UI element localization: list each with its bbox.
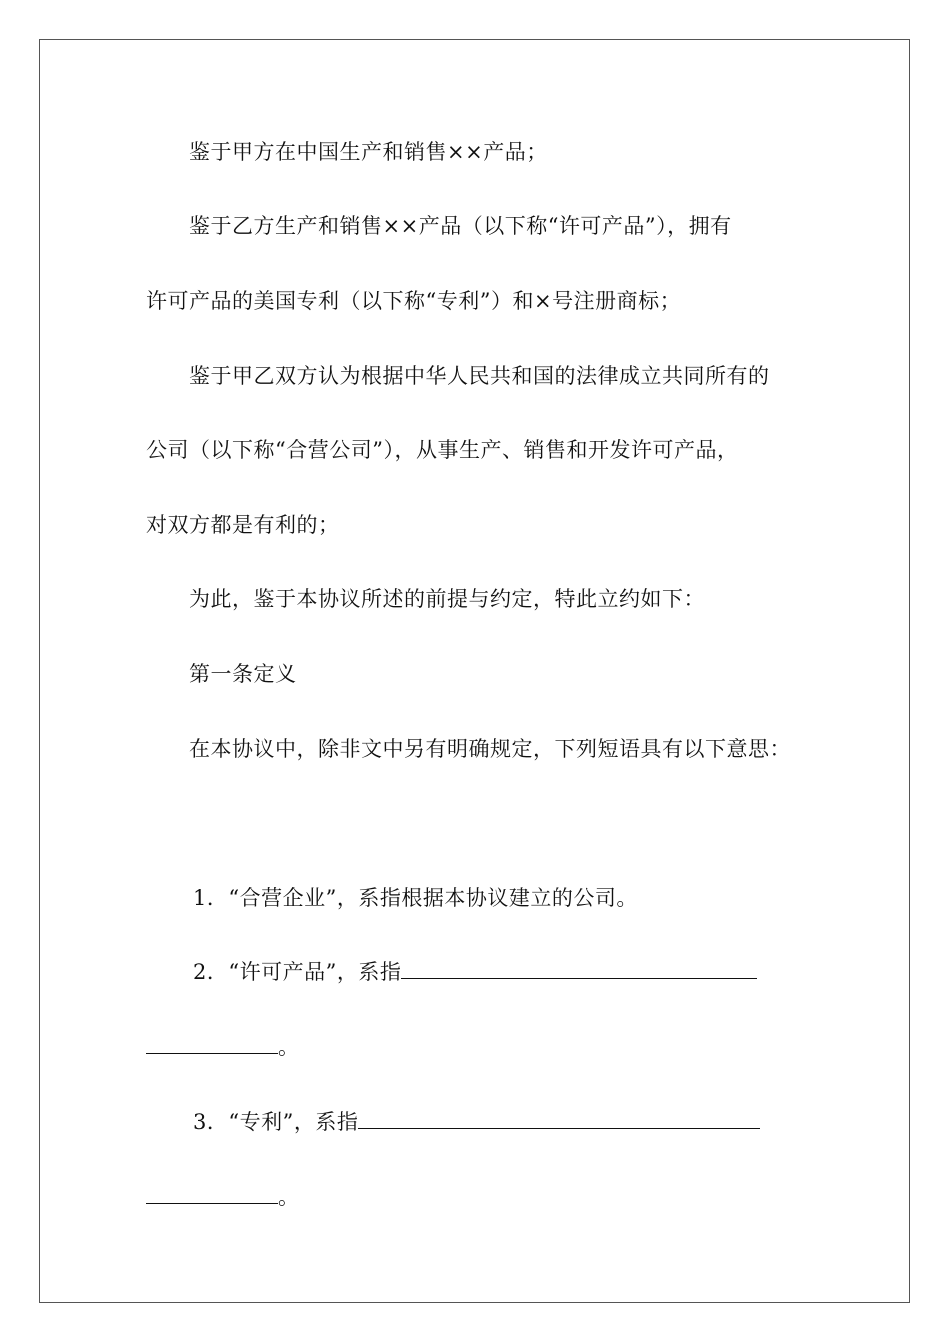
definition-3-blank-continued (146, 1183, 278, 1204)
definition-3-end: 。 (278, 1185, 300, 1209)
definition-2-line-1 (193, 958, 757, 986)
recital-3-line-1: 鉴于甲乙双方认为根据中华人民共和国的法律成立共同所有的 (189, 364, 770, 388)
definition-3-label: 3．“专利”，系指 (193, 1110, 359, 1134)
definition-2-end: 。 (278, 1035, 300, 1059)
definition-3-line-1 (193, 1108, 760, 1136)
recital-2-line-1: 鉴于乙方生产和销售××产品（以下称“许可产品”），拥有 (189, 214, 732, 238)
agreement-clause: 为此，鉴于本协议所述的前提与约定，特此立约如下： (189, 587, 705, 611)
definition-1: 1．“合营企业”，系指根据本协议建立的公司。 (193, 886, 638, 910)
definition-3-blank (358, 1108, 760, 1129)
definition-2-blank-continued (146, 1033, 278, 1054)
article-1-intro: 在本协议中，除非文中另有明确规定，下列短语具有以下意思： (189, 737, 791, 761)
recital-1: 鉴于甲方在中国生产和销售××产品； (189, 140, 548, 164)
definition-2-label: 2．“许可产品”，系指 (193, 960, 402, 984)
article-1-title: 第一条定义 (189, 662, 297, 686)
definition-3-line-2 (146, 1183, 300, 1211)
recital-3-line-3: 对双方都是有利的； (146, 513, 340, 537)
recital-2-line-2: 许可产品的美国专利（以下称“专利”）和×号注册商标； (146, 289, 682, 313)
recital-3-line-2: 公司（以下称“合营公司”），从事生产、销售和开发许可产品， (146, 438, 739, 462)
definition-2-blank (401, 958, 757, 979)
definition-2-line-2 (146, 1033, 300, 1061)
